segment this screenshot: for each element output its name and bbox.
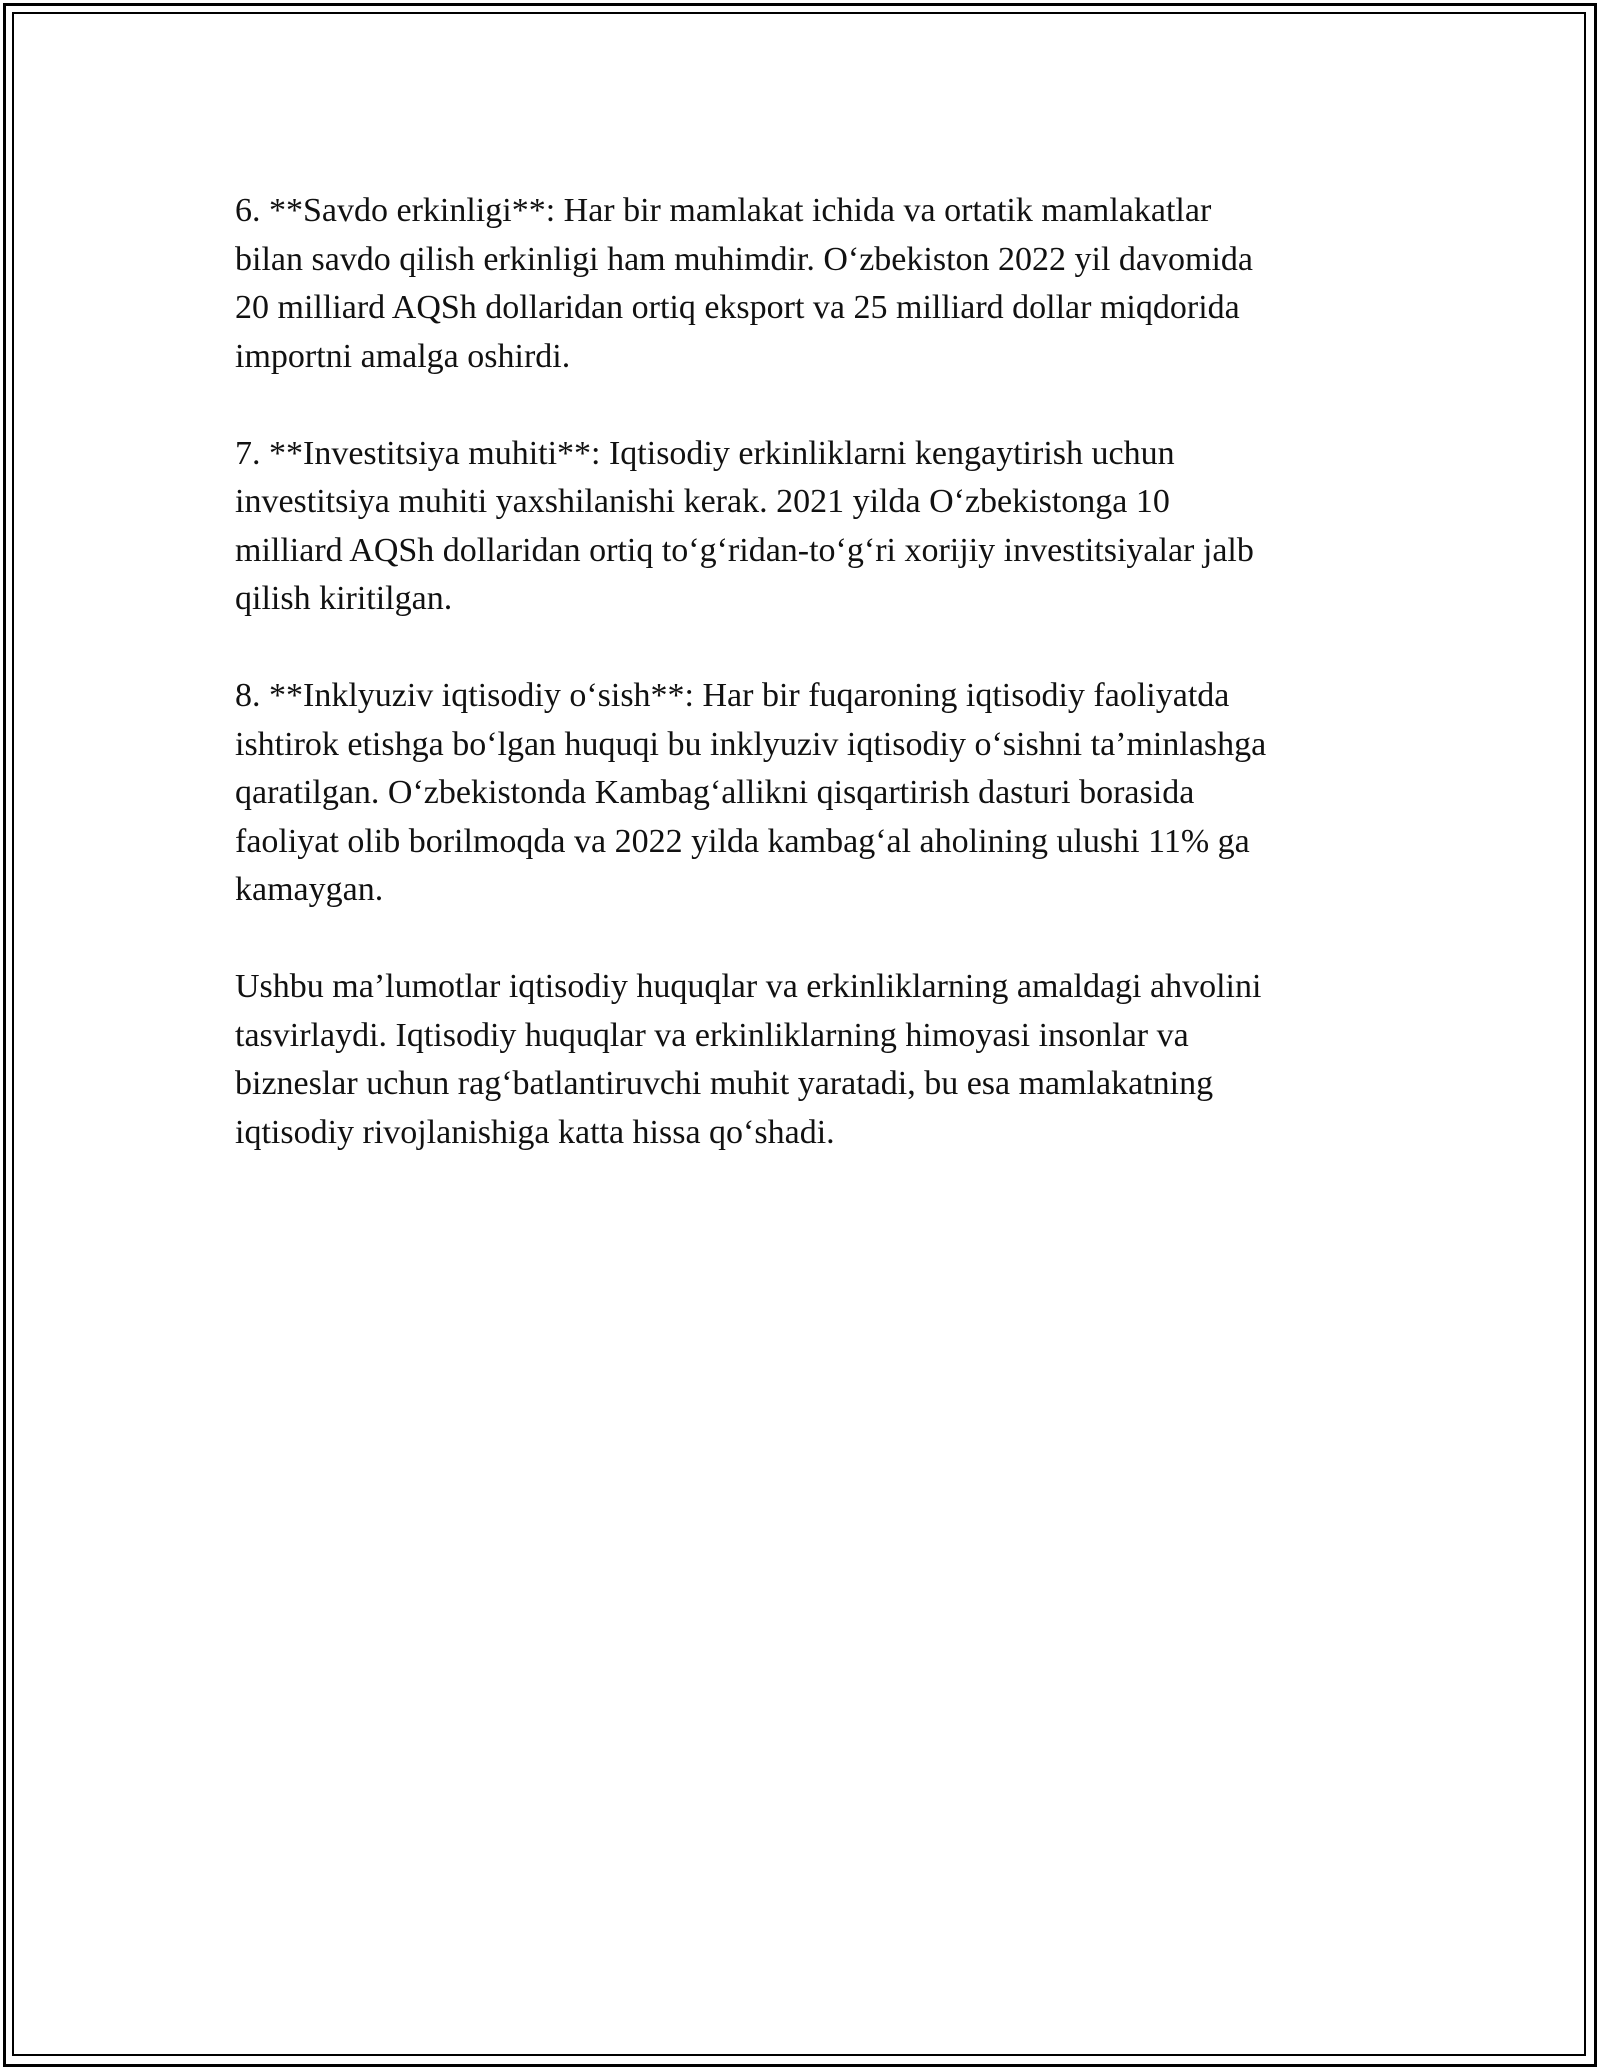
paragraph-inklyuziv-osish: 8. **Inklyuziv iqtisodiy o‘sish**: Har bir fuqaroning iqtisodiy faoliyatda ishtirok etishga bo‘lgan huquqi bu inklyuziv iqtisodiy o‘sishni ta’minlashga qaratilgan. O‘zbekistonda Kambag‘allikni qisqartirish dasturi borasida faoliyat olib borilmoqda va 2022 yilda kambag‘al aholining ulushi 11% ga kamaygan.	[235, 677, 1267, 908]
document-body	[235, 187, 1385, 1206]
paragraph-investitsiya-muhiti: 7. **Investitsiya muhiti**: Iqtisodiy erkinliklarni kengaytirish uchun investitsiya muhiti yaxshilanishi kerak. 2021 yilda O‘zbekistonga 10 milliard AQSh dollaridan ortiq to‘g‘ridan-to‘g‘ri xorijiy investitsiyalar jalb qilish kiritilgan.	[235, 434, 1254, 617]
paragraph-conclusion: Ushbu ma’lumotlar iqtisodiy huquqlar va erkinliklarning amaldagi ahvolini tasvirlaydi. Iqtisodiy huquqlar va erkinliklarning himoyasi insonlar va bizneslar uchun rag‘batlantiruvchi muhit yaratadi, bu esa mamlakatning iqtisodiy rivojlanishiga katta hissa qo‘shadi.	[235, 968, 1262, 1151]
paragraph-savdo-erkinligi: 6. **Savdo erkinligi**: Har bir mamlakat ichida va ortatik mamlakatlar bilan savdo qilish erkinligi ham muhimdir. O‘zbekiston 2022 yil davomida 20 milliard AQSh dollaridan ortiq eksport va 25 milliard dollar miqdorida importni amalga oshirdi.	[235, 192, 1253, 375]
